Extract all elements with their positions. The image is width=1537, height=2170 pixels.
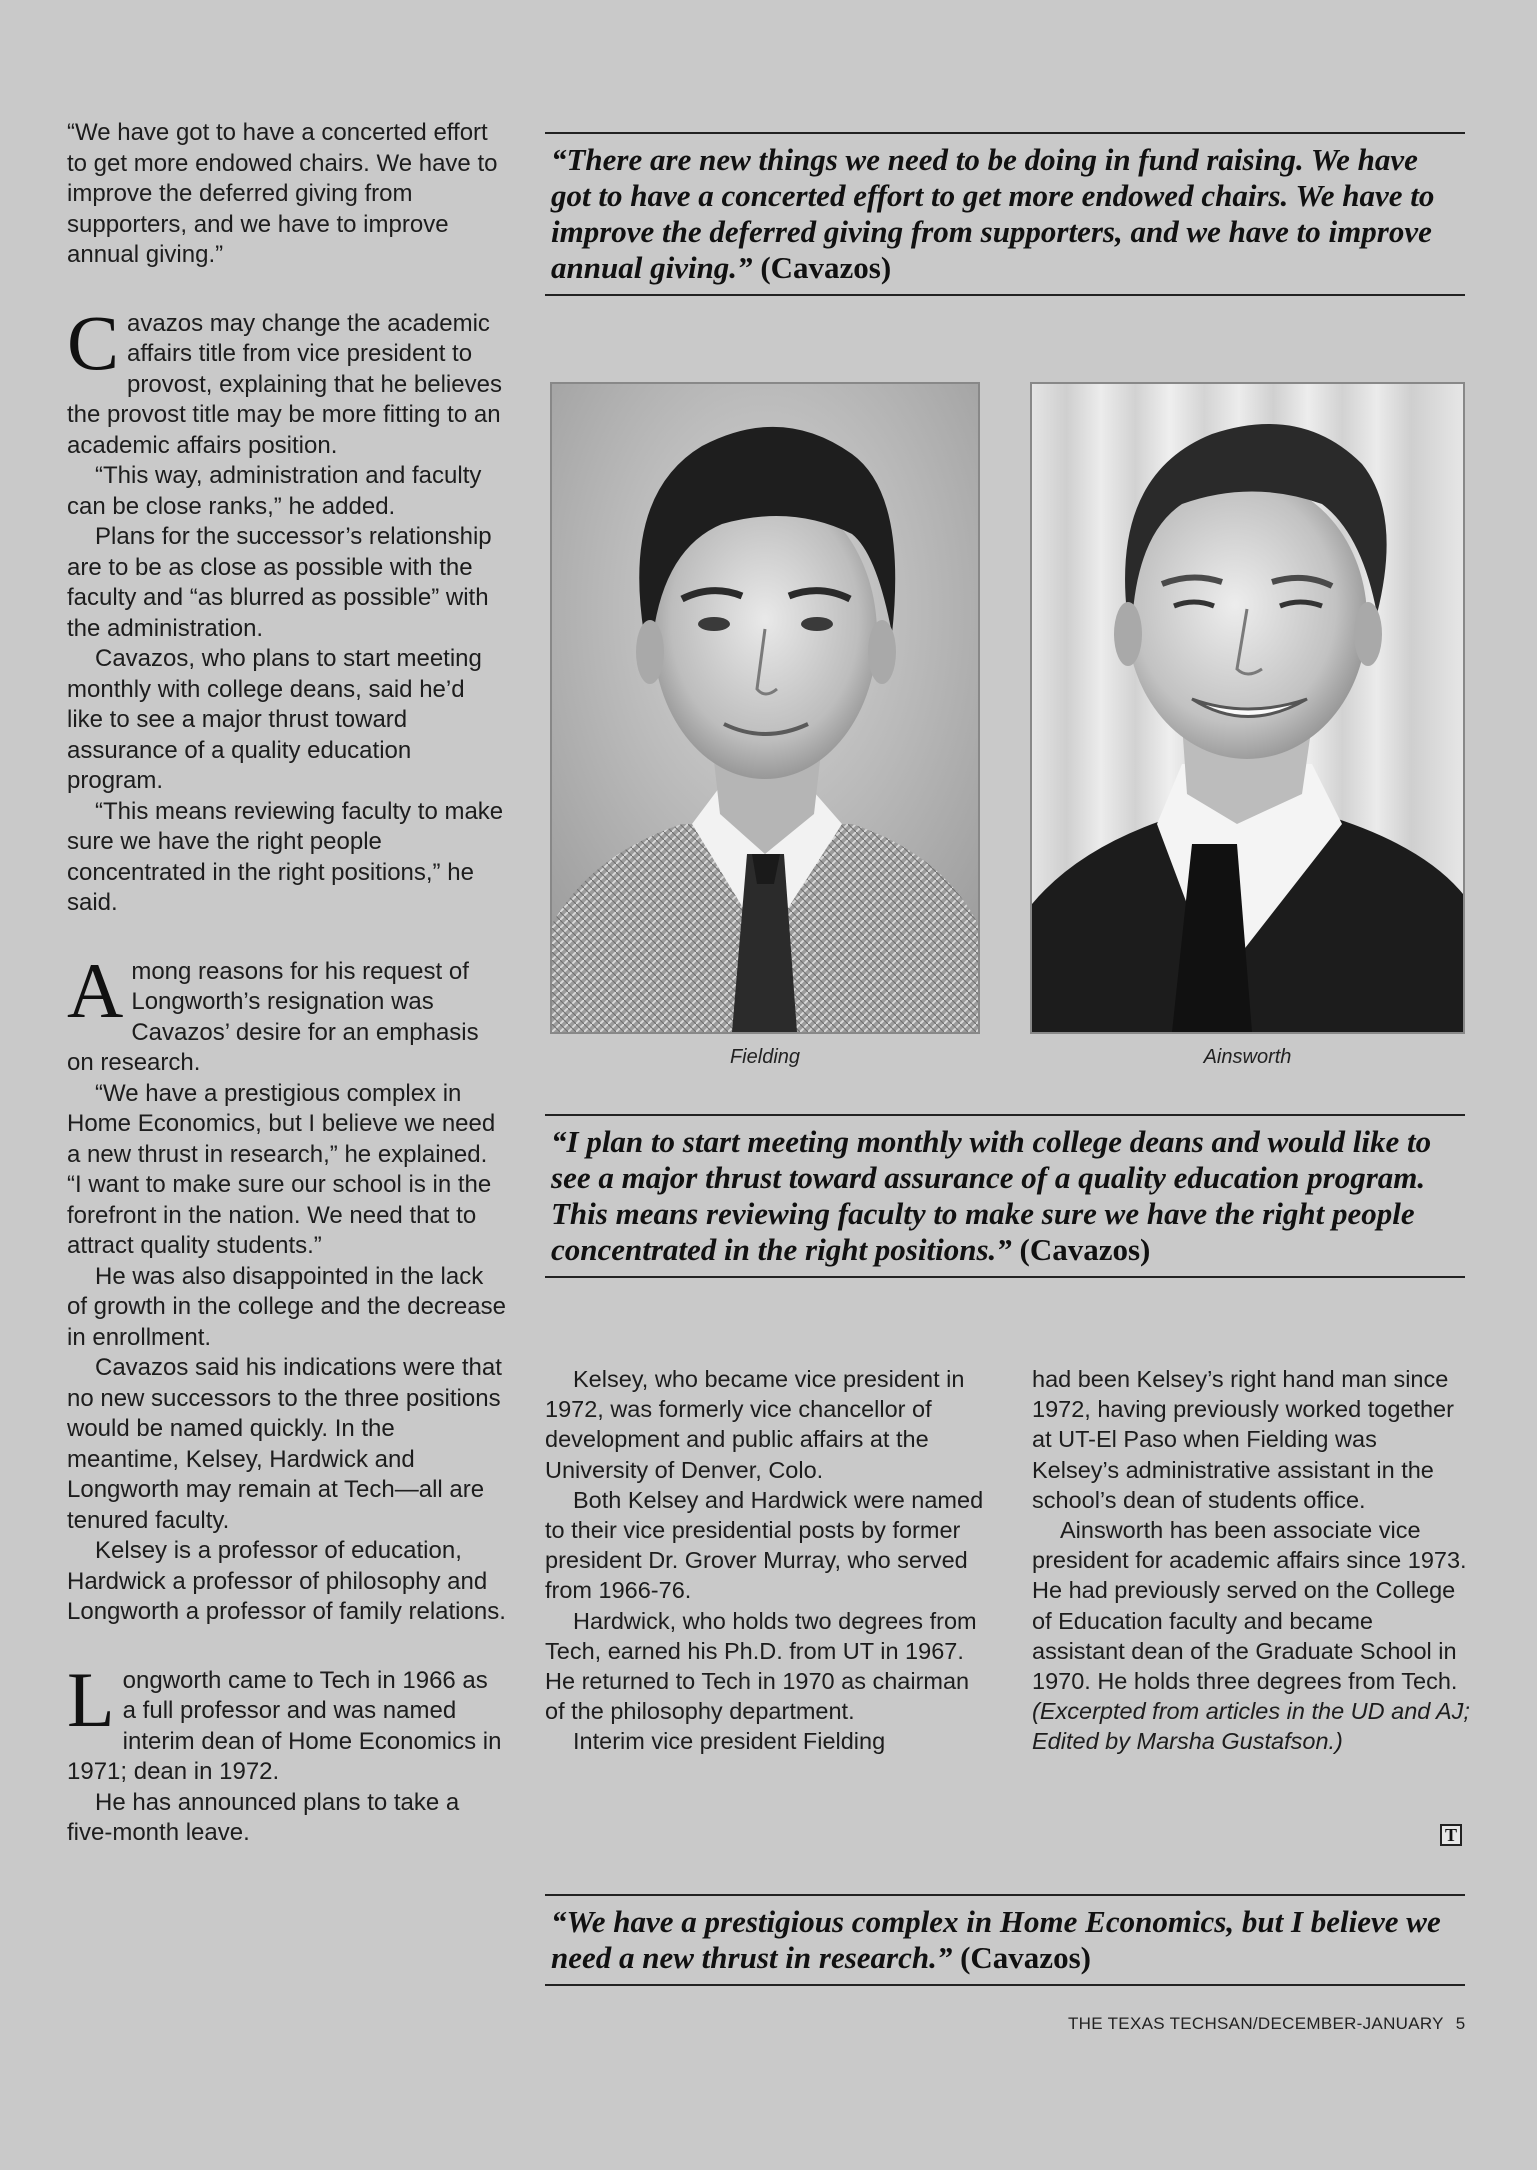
pullquote-attribution: (Cavazos)	[960, 1940, 1091, 1975]
photo-ainsworth	[1030, 382, 1465, 1034]
portrait-fielding-image	[552, 384, 978, 1032]
drop-cap: C	[67, 298, 120, 386]
left-paragraph-2: avazos may change the academic affairs title from vice president to provost, explaining that he believes the provost title may be more fitting to an academic affairs position.	[67, 309, 502, 459]
portrait-ainsworth-image	[1032, 384, 1463, 1032]
left-paragraph-6: “This means reviewing faculty to make sure we have the right people concentrated in the right positions,” he said.	[67, 797, 504, 916]
left-paragraph-9: He was also disappointed in the lack of growth in the college and the decrease in enrollment.	[67, 1262, 506, 1351]
page-footer	[1068, 2014, 1466, 2034]
pullquote-college-deans	[545, 1114, 1465, 1278]
caption-ainsworth: Ainsworth	[1203, 1046, 1292, 1068]
left-paragraph-11: Kelsey is a professor of education, Hardwick a professor of philosophy and Longworth a professor of family relations.	[67, 1537, 506, 1625]
end-mark-icon: T	[1440, 1824, 1462, 1846]
middle-paragraph-3: Hardwick, who holds two degrees from Tech, earned his Ph.D. from UT in 1967. He returned to Tech in 1970 as chairman of the philosophy department.	[545, 1607, 977, 1725]
left-paragraph-7: mong reasons for his request of Longworth’s resignation was Cavazos’ desire for an emphasis on research.	[67, 957, 479, 1076]
pullquote-home-economics	[545, 1894, 1465, 1986]
right-column	[1032, 1364, 1470, 1757]
publication-name: THE TEXAS TECHSAN/DECEMBER-JANUARY	[1068, 2014, 1444, 2033]
right-paragraph-1: had been Kelsey’s right hand man since 1972, having previously worked together at UT-El Paso when Fielding was Kelsey’s administrative assistant in the school’s dean of students office.	[1032, 1366, 1454, 1513]
middle-paragraph-4: Interim vice president Fielding	[573, 1728, 886, 1755]
middle-paragraph-2: Both Kelsey and Hardwick were named to their vice presidential posts by former president Dr. Grover Murray, who served from 1966-76.	[545, 1486, 984, 1604]
middle-paragraph-1: Kelsey, who became vice president in 1972, was formerly vice chancellor of development and public affairs at the University of Denver, Colo.	[545, 1366, 965, 1483]
left-paragraph-13: He has announced plans to take a five-month leave.	[67, 1788, 460, 1846]
right-paragraph-2: Ainsworth has been associate vice president for academic affairs since 1973. He had previously served on the College of Education faculty and became assistant dean of the Graduate School in 1970. He holds three degrees from Tech.	[1032, 1517, 1467, 1695]
left-paragraph-5: Cavazos, who plans to start meeting monthly with college deans, said he’d like to see a major thrust toward assurance of a quality education program.	[67, 645, 482, 794]
left-section-longworth	[67, 1655, 507, 1788]
drop-cap: L	[67, 1655, 115, 1743]
drop-cap: A	[67, 946, 124, 1034]
left-paragraph-4: Plans for the successor’s relationship are to be as close as possible with the faculty and “as blurred as possible” with the administration.	[67, 523, 492, 642]
pullquote-fund-raising	[545, 132, 1465, 296]
pullquote-attribution: (Cavazos)	[1019, 1232, 1151, 1267]
pullquote-text: “I plan to start meeting monthly with college deans and would like to see a major thrust toward assurance of a quality education program. This means reviewing faculty to make sure we have the right people concentrated in the right positions.”	[551, 1124, 1432, 1267]
pullquote-text: “There are new things we need to be doing in fund raising. We have got to have a concerted effort to get more endowed chairs. We have to improve the deferred giving from supporters, and we have to improve annual giving.”	[551, 142, 1435, 285]
left-paragraph-3: “This way, administration and faculty can be close ranks,” he added.	[67, 462, 482, 520]
left-section-longworth-request	[67, 946, 507, 1079]
pullquote-attribution: (Cavazos)	[760, 250, 892, 285]
left-paragraph-1: “We have got to have a concerted effort to get more endowed chairs. We have to improve the deferred giving from supporters, and we have to improve annual giving.”	[67, 119, 498, 268]
caption-fielding: Fielding	[729, 1046, 801, 1068]
left-paragraph-8: “We have a prestigious complex in Home Economics, but I believe we need a new thrust in research,” he explained. “I want to make sure our school is in the forefront in the nation. We need that to attract quality students.”	[67, 1079, 496, 1259]
article-credit: (Excerpted from articles in the UD and AJ; Edited by Marsha Gustafson.)	[1032, 1698, 1470, 1755]
pullquote-text: “We have a prestigious complex in Home Economics, but I believe we need a new thrust in research.”	[551, 1904, 1441, 1975]
page-number: 5	[1455, 2014, 1466, 2033]
left-paragraph-10: Cavazos said his indications were that no new successors to the three positions would be named quickly. In the meantime, Kelsey, Hardwick and Longworth may remain at Tech—all are tenured faculty.	[67, 1354, 502, 1534]
left-column	[67, 118, 507, 1849]
photo-fielding	[550, 382, 980, 1034]
left-paragraph-12: ongworth came to Tech in 1966 as a full professor and was named interim dean of Home Economics in 1971; dean in 1972.	[67, 1666, 502, 1785]
left-section-cavazos	[67, 298, 507, 462]
middle-column	[545, 1364, 985, 1757]
